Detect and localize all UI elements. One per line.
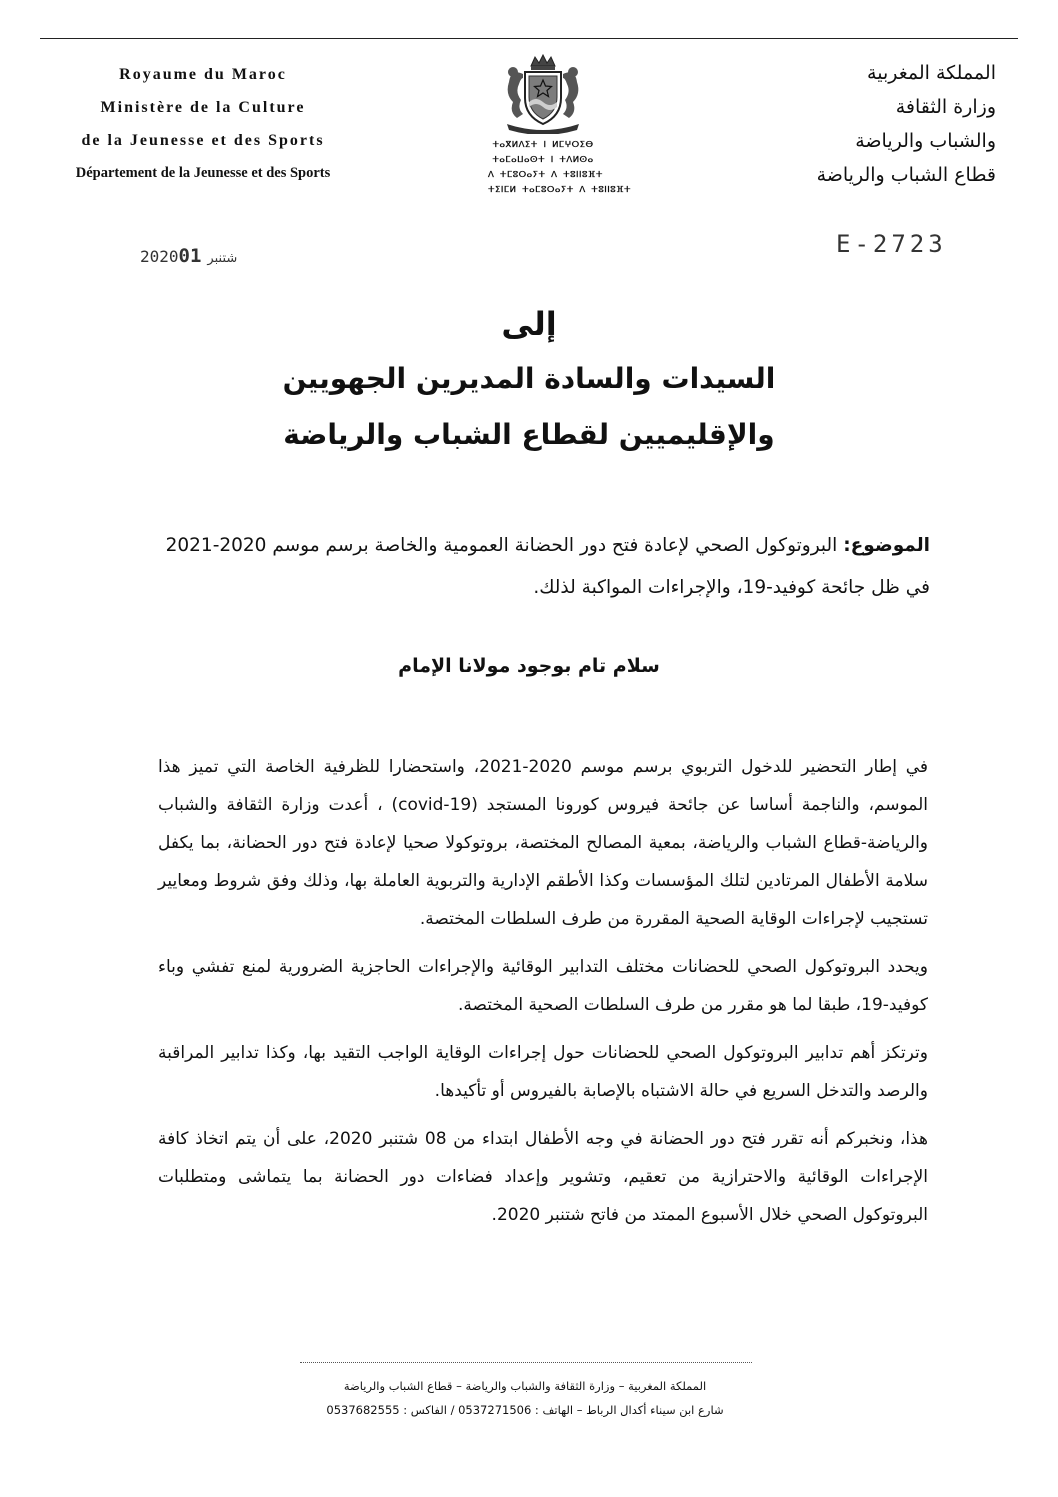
- greeting: سلام تام بوجود مولانا الإمام: [398, 655, 660, 677]
- body-paragraph: هذا، ونخبركم أنه تقرر فتح دور الحضانة في وجه الأطفال ابتداء من 08 شتنبر 2020، على أن يتم اتخاذ كافة الإجراءات الوقائية والاحترازية من تعقيم، وتشوير وإعداد فضاءات دور الحضانة بما يتماشى ومتطلبات البروتوكول الصحي خلال الأسبوع الممتد من فاتح شتنبر 2020.: [158, 1129, 928, 1225]
- subject-block: [140, 525, 930, 609]
- footer-line-1: المملكة المغربية – وزارة الثقافة والشباب والرياضة – قطاع الشباب والرياضة: [343, 1379, 707, 1393]
- body-paragraph: وترتكز أهم تدابير البروتوكول الصحي للحضانات حول إجراءات الوقاية الواجب التقيد بها، وكذا تدابير المراقبة والرصد والتدخل السريع في حالة الاشتباه بالإصابة بالفيروس أو تأكيدها.: [158, 1043, 928, 1101]
- emblem-block: [488, 52, 632, 198]
- date-year: 2020: [140, 247, 179, 266]
- tifinagh-line: ⵜⴰⵎⴰⵡⴰⵙⵜ ⵏ ⵜⴷⵍⵙⴰ: [492, 155, 594, 165]
- arabic-letterhead: [756, 56, 996, 192]
- date-stamp: [140, 245, 243, 267]
- letterhead-line-ministry: Ministère de la Culture: [100, 99, 306, 116]
- body-paragraph: في إطار التحضير للدخول التربوي برسم موسم 2020-2021، واستحضارا للظرفية الخاصة التي تميز هذا الموسم، والناجمة أساسا عن جائحة فيروس كورونا المستجد (covid-19) ، أعدت وزارة الثقافة والشباب والرياضة-قطاع الشباب والرياضة، بمعية المصالح المختصة، بروتوكولا صحيا لإعادة فتح دور الحضانة، بما يكفل سلامة الأطفال المرتادين لتلك المؤسسات وكذا الأطقم الإدارية والتربوية العاملة بها، وذلك وفق شروط ومعايير تستجيب لإجراءات الوقاية الصحية المقررة من طرف السلطات المختصة.: [158, 757, 929, 929]
- arabic-letterhead-line: قطاع الشباب والرياضة: [816, 164, 996, 186]
- letterhead-line-kingdom: Royaume du Maroc: [119, 66, 287, 83]
- footer: [270, 1374, 780, 1422]
- tifinagh-letterhead: [488, 138, 632, 198]
- letter-body: [158, 748, 928, 1244]
- addressee-line-1: السيدات والسادة المديرين الجهويين: [282, 362, 776, 395]
- date-month: شتنبر: [207, 251, 238, 266]
- subject-label: الموضوع:: [843, 535, 930, 556]
- tifinagh-line: ⵜⵉⵏⵎⵍ ⵜⴰⵎⵓⵔⴰⵢⵜ ⴷ ⵜⵓⵏⵏⵓⴼⵜ: [488, 185, 632, 195]
- letterhead-line-department: Département de la Jeunesse et des Sports: [75, 165, 331, 181]
- reference-number: E-2723: [836, 230, 947, 258]
- french-letterhead: [58, 58, 348, 190]
- footer-divider: [300, 1362, 752, 1363]
- footer-line-2: شارع ابن سيناء أكدال الرباط – الهاتف : 0537271506 / الفاكس : 0537682555: [326, 1403, 724, 1417]
- date-day: 01: [178, 245, 202, 267]
- arabic-letterhead-line: وزارة الثقافة: [895, 96, 996, 118]
- arabic-letterhead-line: المملكة المغربية: [867, 62, 996, 84]
- subject-text: البروتوكول الصحي لإعادة فتح دور الحضانة العمومية والخاصة برسم موسم 2020-2021 في ظل جائحة كوفيد-19، والإجراءات المواكبة لذلك.: [165, 535, 930, 598]
- letterhead-line-youth-sports: de la Jeunesse et des Sports: [81, 132, 325, 149]
- top-border-line: [40, 38, 1018, 39]
- moroccan-coat-of-arms-icon: [493, 52, 593, 134]
- addressee-to: إلى: [501, 305, 557, 343]
- addressee-line-2: والإقليميين لقطاع الشباب والرياضة: [283, 418, 775, 451]
- arabic-letterhead-line: والشباب والرياضة: [855, 130, 996, 152]
- body-paragraph: ويحدد البروتوكول الصحي للحضانات مختلف التدابير الوقائية والإجراءات الحاجزية الضرورية لمنع تفشي وباء كوفيد-19، طبقا لما هو مقرر من طرف السلطات الصحية المختصة.: [158, 957, 928, 1015]
- tifinagh-line: ⴷ ⵜⵎⵓⵔⴰⵢⵜ ⴷ ⵜⵓⵏⵏⵓⴼⵜ: [488, 170, 603, 180]
- tifinagh-line: ⵜⴰⴳⵍⴷⵉⵜ ⵏ ⵍⵎⵖⵔⵉⴱ: [492, 140, 594, 150]
